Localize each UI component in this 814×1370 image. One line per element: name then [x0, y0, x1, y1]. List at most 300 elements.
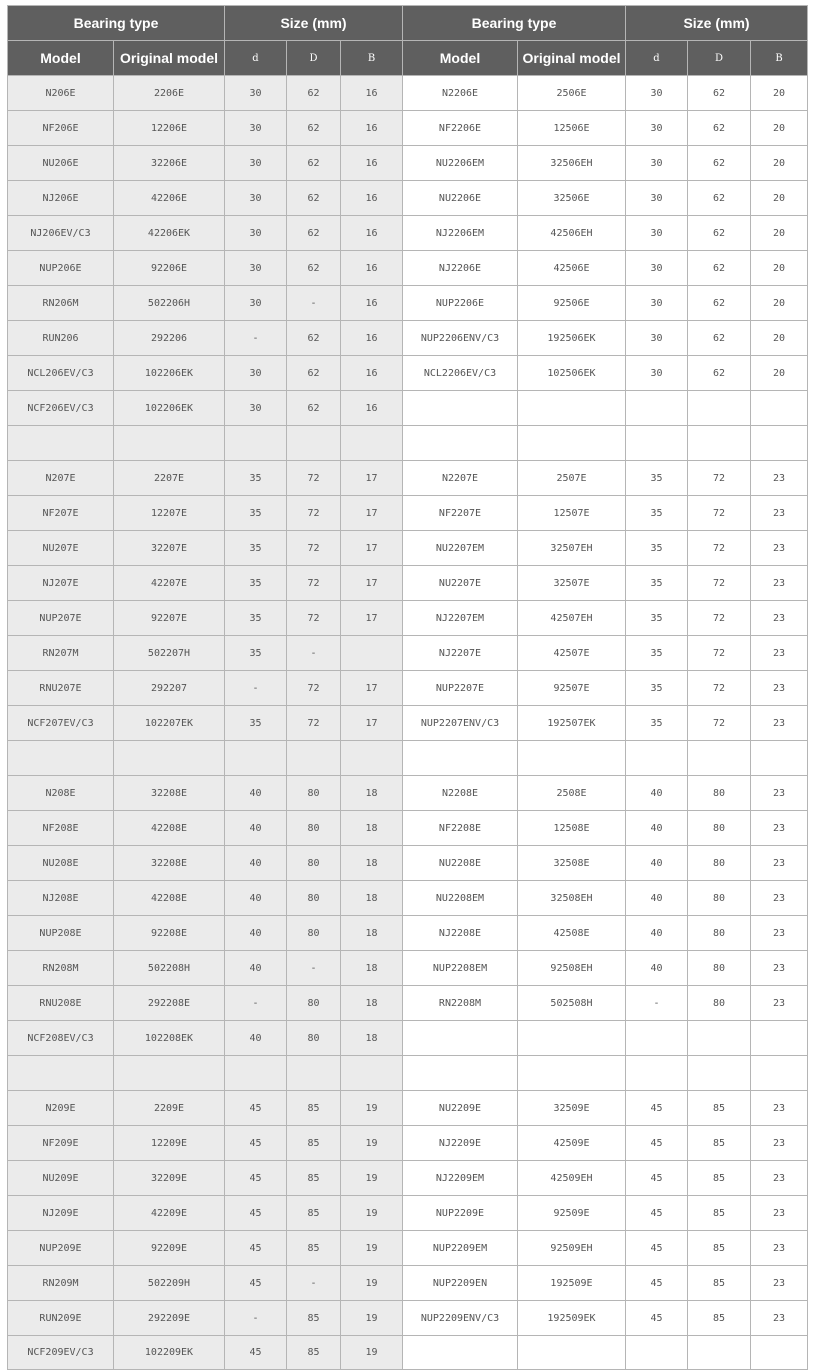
model-cell: NF208E — [8, 811, 114, 846]
width-cell: 23 — [751, 1091, 808, 1126]
model-cell: NU207E — [8, 531, 114, 566]
model-cell: NU2207EM — [403, 531, 518, 566]
inner-diameter-cell — [225, 426, 287, 461]
outer-diameter-cell: 80 — [287, 776, 341, 811]
width-cell: 18 — [341, 916, 403, 951]
model-cell: NU208E — [8, 846, 114, 881]
model-cell: RN209M — [8, 1266, 114, 1301]
model-cell: NCL2206EV/C3 — [403, 356, 518, 391]
width-cell: 19 — [341, 1266, 403, 1301]
original-model-cell: 292207 — [114, 671, 225, 706]
table-row — [8, 251, 808, 286]
inner-diameter-cell — [626, 391, 688, 426]
model-cell: NU206E — [8, 146, 114, 181]
original-model-cell: 102206EK — [114, 391, 225, 426]
outer-diameter-cell: 80 — [287, 986, 341, 1021]
original-model-cell: 32208E — [114, 776, 225, 811]
model-cell: RN206M — [8, 286, 114, 321]
inner-diameter-cell: 30 — [225, 216, 287, 251]
width-cell: 23 — [751, 811, 808, 846]
width-cell: 17 — [341, 671, 403, 706]
inner-diameter-cell: 30 — [225, 356, 287, 391]
outer-diameter-cell: 80 — [688, 986, 751, 1021]
original-model-cell: 32506E — [518, 181, 626, 216]
original-model-cell: 42508E — [518, 916, 626, 951]
inner-diameter-cell: 45 — [626, 1196, 688, 1231]
width-cell: 16 — [341, 111, 403, 146]
inner-diameter-cell: 35 — [626, 601, 688, 636]
original-model-cell — [114, 1056, 225, 1091]
outer-diameter-cell: 72 — [688, 566, 751, 601]
original-model-cell: 12508E — [518, 811, 626, 846]
inner-diameter-cell: 40 — [626, 811, 688, 846]
width-cell: 16 — [341, 76, 403, 111]
inner-diameter-cell: 45 — [626, 1266, 688, 1301]
outer-diameter-cell: 62 — [688, 321, 751, 356]
model-cell: NUP2209E — [403, 1196, 518, 1231]
outer-diameter-cell — [287, 741, 341, 776]
model-cell: NF207E — [8, 496, 114, 531]
inner-diameter-cell: 45 — [225, 1336, 287, 1370]
original-model-cell: 502206H — [114, 286, 225, 321]
model-cell: NUP2208EM — [403, 951, 518, 986]
original-model-cell — [518, 391, 626, 426]
width-cell: 20 — [751, 286, 808, 321]
inner-diameter-cell: 30 — [225, 111, 287, 146]
outer-diameter-cell: 62 — [287, 111, 341, 146]
original-model-cell: 92209E — [114, 1231, 225, 1266]
inner-diameter-cell: 35 — [626, 566, 688, 601]
outer-diameter-cell: 80 — [287, 846, 341, 881]
header-size-right: Size (mm) — [626, 6, 808, 41]
inner-diameter-cell: 30 — [626, 76, 688, 111]
outer-diameter-cell: 72 — [287, 706, 341, 741]
table-row — [8, 811, 808, 846]
original-model-cell: 92509E — [518, 1196, 626, 1231]
model-cell: NCF206EV/C3 — [8, 391, 114, 426]
model-cell: N208E — [8, 776, 114, 811]
outer-diameter-cell: 80 — [287, 916, 341, 951]
width-cell: 17 — [341, 461, 403, 496]
model-cell: RUN206 — [8, 321, 114, 356]
width-cell: 23 — [751, 846, 808, 881]
outer-diameter-cell: 62 — [688, 251, 751, 286]
header-original-model-left: Original model — [114, 41, 225, 76]
model-cell: NUP2209ENV/C3 — [403, 1301, 518, 1336]
original-model-cell: 292209E — [114, 1301, 225, 1336]
model-cell: RN208M — [8, 951, 114, 986]
outer-diameter-cell: 72 — [287, 671, 341, 706]
header-outer-d-right: D — [688, 41, 751, 76]
inner-diameter-cell: 30 — [626, 216, 688, 251]
original-model-cell: 12507E — [518, 496, 626, 531]
inner-diameter-cell: - — [225, 986, 287, 1021]
model-cell: NCF208EV/C3 — [8, 1021, 114, 1056]
width-cell: 23 — [751, 1126, 808, 1161]
width-cell: 23 — [751, 1266, 808, 1301]
table-row — [8, 1336, 808, 1370]
outer-diameter-cell: 85 — [287, 1161, 341, 1196]
original-model-cell: 92507E — [518, 671, 626, 706]
table-row — [8, 566, 808, 601]
model-cell: RN207M — [8, 636, 114, 671]
original-model-cell: 32506EH — [518, 146, 626, 181]
outer-diameter-cell: 80 — [287, 881, 341, 916]
outer-diameter-cell: 85 — [287, 1126, 341, 1161]
outer-diameter-cell: 72 — [287, 531, 341, 566]
original-model-cell: 102208EK — [114, 1021, 225, 1056]
inner-diameter-cell: 45 — [626, 1126, 688, 1161]
model-cell: NUP2206E — [403, 286, 518, 321]
inner-diameter-cell: 40 — [626, 776, 688, 811]
outer-diameter-cell — [688, 1021, 751, 1056]
table-row — [8, 846, 808, 881]
inner-diameter-cell: 30 — [225, 76, 287, 111]
width-cell: 23 — [751, 461, 808, 496]
original-model-cell: 2508E — [518, 776, 626, 811]
inner-diameter-cell: 35 — [626, 636, 688, 671]
width-cell: 23 — [751, 566, 808, 601]
outer-diameter-cell: 72 — [287, 601, 341, 636]
model-cell: NF209E — [8, 1126, 114, 1161]
original-model-cell: 42209E — [114, 1196, 225, 1231]
width-cell: 23 — [751, 1301, 808, 1336]
width-cell: 19 — [341, 1091, 403, 1126]
outer-diameter-cell: 85 — [688, 1126, 751, 1161]
original-model-cell: 292208E — [114, 986, 225, 1021]
width-cell: 17 — [341, 496, 403, 531]
width-cell: 17 — [341, 601, 403, 636]
outer-diameter-cell: 85 — [688, 1301, 751, 1336]
inner-diameter-cell — [626, 1056, 688, 1091]
model-cell: NUP207E — [8, 601, 114, 636]
model-cell: NF2206E — [403, 111, 518, 146]
inner-diameter-cell — [225, 1056, 287, 1091]
original-model-cell: 92206E — [114, 251, 225, 286]
outer-diameter-cell: 85 — [688, 1161, 751, 1196]
width-cell: 18 — [341, 776, 403, 811]
model-cell: NU2207E — [403, 566, 518, 601]
inner-diameter-cell: 35 — [225, 461, 287, 496]
original-model-cell: 92207E — [114, 601, 225, 636]
inner-diameter-cell: 35 — [225, 706, 287, 741]
model-cell — [403, 391, 518, 426]
model-cell — [403, 741, 518, 776]
table-row — [8, 146, 808, 181]
outer-diameter-cell: 85 — [287, 1091, 341, 1126]
width-cell: 18 — [341, 1021, 403, 1056]
outer-diameter-cell: 72 — [688, 671, 751, 706]
width-cell — [751, 1056, 808, 1091]
original-model-cell: 2209E — [114, 1091, 225, 1126]
model-cell: NF2207E — [403, 496, 518, 531]
inner-diameter-cell: - — [225, 1301, 287, 1336]
original-model-cell — [518, 1056, 626, 1091]
width-cell: 19 — [341, 1336, 403, 1370]
outer-diameter-cell: 62 — [287, 76, 341, 111]
original-model-cell: 42208E — [114, 881, 225, 916]
width-cell — [751, 391, 808, 426]
outer-diameter-cell: 85 — [287, 1301, 341, 1336]
original-model-cell: 32509E — [518, 1091, 626, 1126]
width-cell: 23 — [751, 986, 808, 1021]
inner-diameter-cell: 40 — [626, 846, 688, 881]
outer-diameter-cell: 80 — [287, 1021, 341, 1056]
model-cell: NJ2207EM — [403, 601, 518, 636]
width-cell: 23 — [751, 601, 808, 636]
width-cell: 18 — [341, 881, 403, 916]
inner-diameter-cell: 40 — [225, 951, 287, 986]
table-row — [8, 1266, 808, 1301]
model-cell: RN2208M — [403, 986, 518, 1021]
original-model-cell: 192506EK — [518, 321, 626, 356]
inner-diameter-cell: 35 — [626, 461, 688, 496]
width-cell — [341, 426, 403, 461]
width-cell: 23 — [751, 881, 808, 916]
inner-diameter-cell: 45 — [225, 1126, 287, 1161]
outer-diameter-cell: 62 — [688, 111, 751, 146]
table-row — [8, 601, 808, 636]
outer-diameter-cell: - — [287, 951, 341, 986]
outer-diameter-cell: 72 — [688, 636, 751, 671]
outer-diameter-cell: 85 — [287, 1336, 341, 1370]
outer-diameter-cell: 62 — [688, 286, 751, 321]
original-model-cell: 502207H — [114, 636, 225, 671]
inner-diameter-cell: 35 — [225, 496, 287, 531]
table-body — [8, 76, 808, 1370]
outer-diameter-cell: 72 — [287, 461, 341, 496]
table-row — [8, 1091, 808, 1126]
width-cell: 23 — [751, 1161, 808, 1196]
width-cell: 23 — [751, 706, 808, 741]
model-cell: NU2206EM — [403, 146, 518, 181]
table-row — [8, 426, 808, 461]
model-cell: NCL206EV/C3 — [8, 356, 114, 391]
outer-diameter-cell: 62 — [688, 356, 751, 391]
original-model-cell: 102207EK — [114, 706, 225, 741]
model-cell: N2207E — [403, 461, 518, 496]
header-original-model-right: Original model — [518, 41, 626, 76]
model-cell: N207E — [8, 461, 114, 496]
inner-diameter-cell: 45 — [626, 1301, 688, 1336]
width-cell — [751, 1336, 808, 1370]
model-cell: NUP2209EN — [403, 1266, 518, 1301]
model-cell — [403, 1056, 518, 1091]
header-d-left: d — [225, 41, 287, 76]
outer-diameter-cell: 62 — [287, 251, 341, 286]
outer-diameter-cell: 62 — [688, 76, 751, 111]
outer-diameter-cell: 72 — [287, 496, 341, 531]
original-model-cell: 42509E — [518, 1126, 626, 1161]
outer-diameter-cell: 72 — [287, 566, 341, 601]
outer-diameter-cell — [688, 741, 751, 776]
table-row — [8, 181, 808, 216]
original-model-cell: 102506EK — [518, 356, 626, 391]
original-model-cell: 502208H — [114, 951, 225, 986]
inner-diameter-cell: 30 — [225, 146, 287, 181]
bearing-table — [7, 5, 808, 1370]
inner-diameter-cell: 40 — [626, 916, 688, 951]
outer-diameter-cell: 62 — [287, 356, 341, 391]
original-model-cell: 42207E — [114, 566, 225, 601]
table-row — [8, 356, 808, 391]
original-model-cell: 42506E — [518, 251, 626, 286]
header-b-left: B — [341, 41, 403, 76]
original-model-cell: 12506E — [518, 111, 626, 146]
model-cell: NJ209E — [8, 1196, 114, 1231]
table-row — [8, 461, 808, 496]
width-cell: 17 — [341, 566, 403, 601]
model-cell: NUP206E — [8, 251, 114, 286]
header-outer-d-left: D — [287, 41, 341, 76]
inner-diameter-cell: 35 — [225, 601, 287, 636]
inner-diameter-cell — [626, 1021, 688, 1056]
inner-diameter-cell: 35 — [626, 706, 688, 741]
original-model-cell: 12206E — [114, 111, 225, 146]
outer-diameter-cell: 62 — [688, 181, 751, 216]
original-model-cell: 32208E — [114, 846, 225, 881]
outer-diameter-cell — [287, 1056, 341, 1091]
table-row — [8, 76, 808, 111]
header-bearing-type-right: Bearing type — [403, 6, 626, 41]
original-model-cell: 102206EK — [114, 356, 225, 391]
model-cell — [403, 1336, 518, 1370]
width-cell — [751, 426, 808, 461]
width-cell — [751, 741, 808, 776]
header-size-left: Size (mm) — [225, 6, 403, 41]
outer-diameter-cell: 85 — [287, 1231, 341, 1266]
model-cell: NU2209E — [403, 1091, 518, 1126]
table-row — [8, 216, 808, 251]
table-row — [8, 111, 808, 146]
original-model-cell — [518, 741, 626, 776]
inner-diameter-cell: 45 — [626, 1231, 688, 1266]
inner-diameter-cell: 30 — [626, 181, 688, 216]
outer-diameter-cell — [688, 426, 751, 461]
width-cell: 16 — [341, 181, 403, 216]
original-model-cell: 32209E — [114, 1161, 225, 1196]
width-cell: 23 — [751, 916, 808, 951]
width-cell: 19 — [341, 1126, 403, 1161]
inner-diameter-cell: 45 — [225, 1091, 287, 1126]
width-cell: 19 — [341, 1161, 403, 1196]
outer-diameter-cell: 85 — [688, 1266, 751, 1301]
outer-diameter-cell: 62 — [287, 321, 341, 356]
width-cell: 23 — [751, 671, 808, 706]
original-model-cell: 42507E — [518, 636, 626, 671]
model-cell: NUP2207ENV/C3 — [403, 706, 518, 741]
inner-diameter-cell: 30 — [225, 391, 287, 426]
inner-diameter-cell: 40 — [225, 776, 287, 811]
model-cell — [403, 1021, 518, 1056]
outer-diameter-cell: 62 — [287, 216, 341, 251]
width-cell: 23 — [751, 776, 808, 811]
original-model-cell — [518, 1021, 626, 1056]
model-cell: NJ208E — [8, 881, 114, 916]
model-cell: N206E — [8, 76, 114, 111]
original-model-cell: 92508EH — [518, 951, 626, 986]
inner-diameter-cell: 45 — [225, 1196, 287, 1231]
width-cell: 16 — [341, 321, 403, 356]
table-row — [8, 1231, 808, 1266]
outer-diameter-cell: 85 — [688, 1231, 751, 1266]
original-model-cell: 42509EH — [518, 1161, 626, 1196]
outer-diameter-cell — [688, 1336, 751, 1370]
original-model-cell: 32207E — [114, 531, 225, 566]
outer-diameter-cell: - — [287, 636, 341, 671]
outer-diameter-cell: 62 — [287, 146, 341, 181]
header-bearing-type-left: Bearing type — [8, 6, 225, 41]
width-cell — [341, 1056, 403, 1091]
outer-diameter-cell — [287, 426, 341, 461]
inner-diameter-cell: 45 — [225, 1231, 287, 1266]
model-cell: NJ2209EM — [403, 1161, 518, 1196]
width-cell: 20 — [751, 181, 808, 216]
inner-diameter-cell: 35 — [225, 566, 287, 601]
outer-diameter-cell: 80 — [688, 811, 751, 846]
width-cell: 23 — [751, 636, 808, 671]
table-row — [8, 776, 808, 811]
inner-diameter-cell: 30 — [225, 181, 287, 216]
original-model-cell: 32508EH — [518, 881, 626, 916]
inner-diameter-cell: 40 — [225, 916, 287, 951]
inner-diameter-cell: 45 — [225, 1266, 287, 1301]
outer-diameter-cell: 72 — [688, 706, 751, 741]
width-cell: 16 — [341, 356, 403, 391]
model-cell: NUP208E — [8, 916, 114, 951]
outer-diameter-cell: 72 — [688, 601, 751, 636]
width-cell: 17 — [341, 531, 403, 566]
original-model-cell — [518, 1336, 626, 1370]
inner-diameter-cell: 45 — [626, 1161, 688, 1196]
inner-diameter-cell — [626, 1336, 688, 1370]
table-row — [8, 916, 808, 951]
width-cell: 18 — [341, 951, 403, 986]
inner-diameter-cell: 40 — [225, 1021, 287, 1056]
model-cell: N2206E — [403, 76, 518, 111]
width-cell: 16 — [341, 216, 403, 251]
model-cell: NJ206EV/C3 — [8, 216, 114, 251]
table-row — [8, 1126, 808, 1161]
table-row — [8, 321, 808, 356]
original-model-cell: 102209EK — [114, 1336, 225, 1370]
width-cell: 20 — [751, 216, 808, 251]
inner-diameter-cell: 40 — [225, 811, 287, 846]
table-row — [8, 1056, 808, 1091]
original-model-cell: 2207E — [114, 461, 225, 496]
model-cell: NU2206E — [403, 181, 518, 216]
model-cell: NUP2207E — [403, 671, 518, 706]
outer-diameter-cell: 85 — [688, 1196, 751, 1231]
table-row — [8, 1301, 808, 1336]
width-cell: 20 — [751, 76, 808, 111]
inner-diameter-cell: 40 — [225, 881, 287, 916]
width-cell: 20 — [751, 111, 808, 146]
model-cell: RNU207E — [8, 671, 114, 706]
model-cell: N209E — [8, 1091, 114, 1126]
original-model-cell: 12209E — [114, 1126, 225, 1161]
width-cell: 19 — [341, 1231, 403, 1266]
inner-diameter-cell: 30 — [225, 286, 287, 321]
inner-diameter-cell: 30 — [626, 251, 688, 286]
original-model-cell — [114, 426, 225, 461]
width-cell: 18 — [341, 811, 403, 846]
original-model-cell: 192509EK — [518, 1301, 626, 1336]
width-cell: 20 — [751, 356, 808, 391]
model-cell: NF2208E — [403, 811, 518, 846]
outer-diameter-cell: 80 — [688, 951, 751, 986]
header-d-right: d — [626, 41, 688, 76]
